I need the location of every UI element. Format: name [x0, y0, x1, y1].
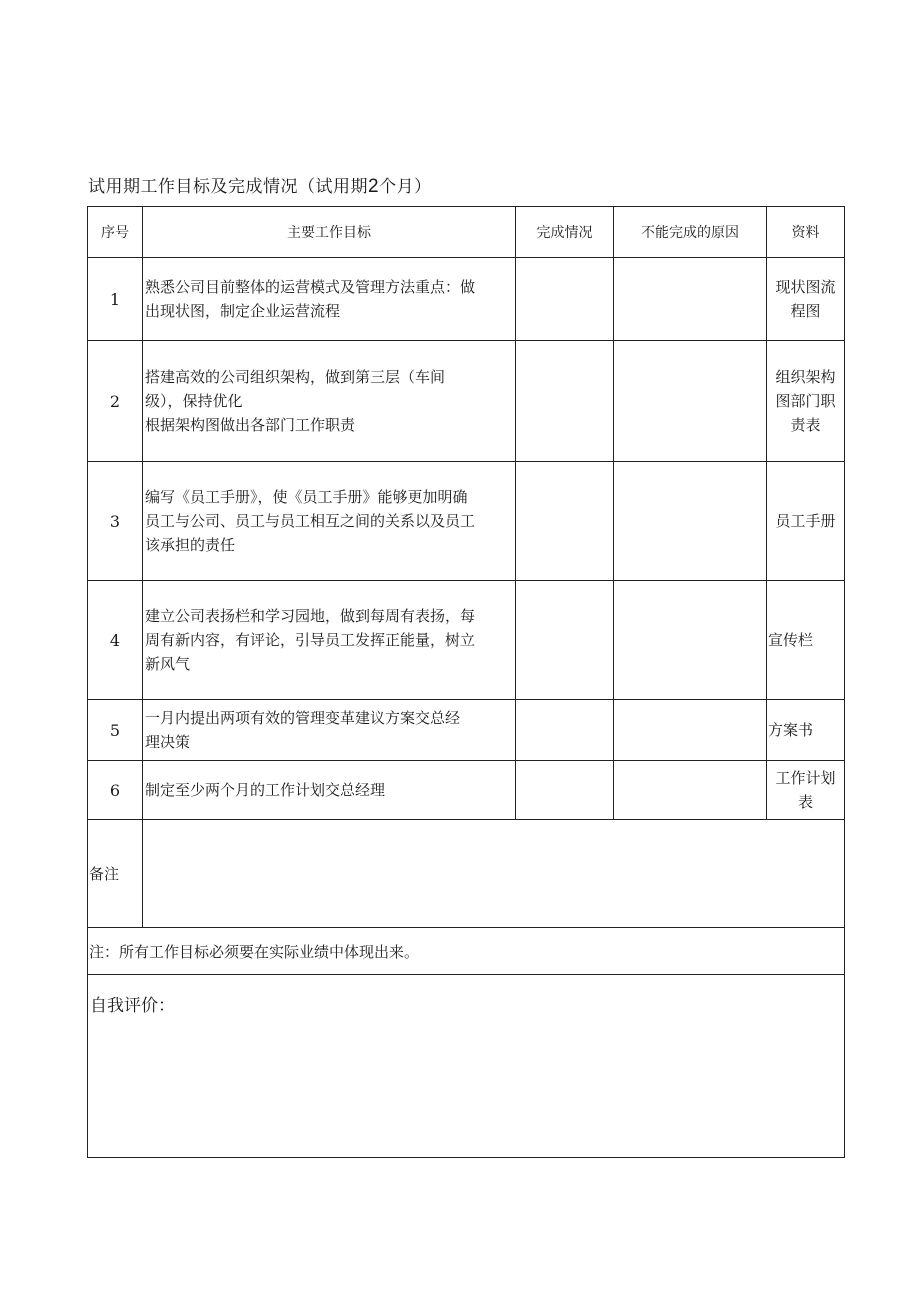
row-completion[interactable] — [516, 341, 614, 462]
row-seq: 3 — [88, 462, 143, 581]
title-prefix: 试用期工作目标及完成情况（试用期 — [88, 177, 368, 197]
goal-line: 制定至少两个月的工作计划交总经理 — [145, 781, 386, 799]
self-eval-field[interactable] — [88, 975, 845, 1158]
row-goal — [143, 258, 516, 341]
material-line: 方案书 — [768, 721, 814, 739]
material-line: 图部门职 — [775, 392, 836, 410]
material-line: 宣传栏 — [768, 631, 814, 649]
material-line: 现状图流 — [775, 278, 836, 296]
note-text: 注：所有工作目标必须要在实际业绩中体现出来。 — [88, 928, 845, 975]
goal-line: 新风气 — [145, 655, 191, 673]
remark-field[interactable] — [143, 820, 845, 928]
title-suffix: 个月） — [379, 177, 432, 197]
table-row — [88, 258, 845, 341]
row-reason[interactable] — [614, 581, 767, 700]
header-seq: 序号 — [88, 207, 143, 258]
row-completion[interactable] — [516, 258, 614, 341]
material-line: 工作计划 — [775, 769, 836, 787]
table-row — [88, 581, 845, 700]
row-material — [767, 761, 845, 820]
row-material — [767, 700, 845, 761]
row-reason[interactable] — [614, 761, 767, 820]
material-line: 责表 — [790, 416, 821, 434]
self-eval-row — [88, 975, 845, 1158]
table-row — [88, 700, 845, 761]
material-line: 员工手册 — [775, 512, 836, 530]
row-material — [767, 462, 845, 581]
goal-line: 该承担的责任 — [145, 536, 236, 554]
goal-line: 编写《员工手册》，使《员工手册》能够更加明确 — [145, 488, 468, 506]
goal-line: 建立公司表扬栏和学习园地，做到每周有表扬，每 — [145, 607, 476, 625]
remark-row — [88, 820, 845, 928]
row-material — [767, 258, 845, 341]
row-completion[interactable] — [516, 761, 614, 820]
row-completion[interactable] — [516, 462, 614, 581]
row-completion[interactable] — [516, 700, 614, 761]
table-row — [88, 341, 845, 462]
material-line: 表 — [797, 793, 813, 811]
title-period-number: 2 — [368, 176, 380, 197]
row-goal — [143, 341, 516, 462]
header-reason: 不能完成的原因 — [614, 207, 767, 258]
material-line: 组织架构 — [775, 368, 836, 386]
goal-line: 周有新内容，有评论，引导员工发挥正能量，树立 — [145, 631, 476, 649]
self-eval-label: 自我评价： — [90, 996, 175, 1016]
header-row — [88, 207, 845, 258]
header-goal: 主要工作目标 — [143, 207, 516, 258]
row-seq: 2 — [88, 341, 143, 462]
goal-line: 出现状图，制定企业运营流程 — [145, 302, 341, 320]
row-reason[interactable] — [614, 258, 767, 341]
note-row — [88, 928, 845, 975]
header-completion: 完成情况 — [516, 207, 614, 258]
row-material — [767, 581, 845, 700]
row-goal — [143, 581, 516, 700]
goal-line: 根据架构图做出各部门工作职责 — [145, 416, 356, 434]
row-goal — [143, 462, 516, 581]
goal-line: 熟悉公司目前整体的运营模式及管理方法重点：做 — [145, 278, 476, 296]
remark-label: 备注 — [88, 820, 143, 928]
goal-line: 员工与公司、员工与员工相互之间的关系以及员工 — [145, 512, 476, 530]
header-material: 资料 — [767, 207, 845, 258]
row-seq: 6 — [88, 761, 143, 820]
row-reason[interactable] — [614, 462, 767, 581]
row-seq: 4 — [88, 581, 143, 700]
document-title — [88, 172, 432, 198]
goal-line: 级），保持优化 — [145, 392, 243, 410]
row-material — [767, 341, 845, 462]
table-row — [88, 462, 845, 581]
goals-table — [87, 206, 845, 1158]
row-seq: 5 — [88, 700, 143, 761]
row-goal — [143, 761, 516, 820]
row-goal — [143, 700, 516, 761]
table-row — [88, 761, 845, 820]
goal-line: 一月内提出两项有效的管理变革建议方案交总经 — [145, 709, 461, 727]
goal-line: 理决策 — [145, 733, 191, 751]
goal-line: 搭建高效的公司组织架构，做到第三层（车间 — [145, 368, 446, 386]
row-completion[interactable] — [516, 581, 614, 700]
row-seq: 1 — [88, 258, 143, 341]
row-reason[interactable] — [614, 700, 767, 761]
material-line: 程图 — [790, 302, 821, 320]
row-reason[interactable] — [614, 341, 767, 462]
